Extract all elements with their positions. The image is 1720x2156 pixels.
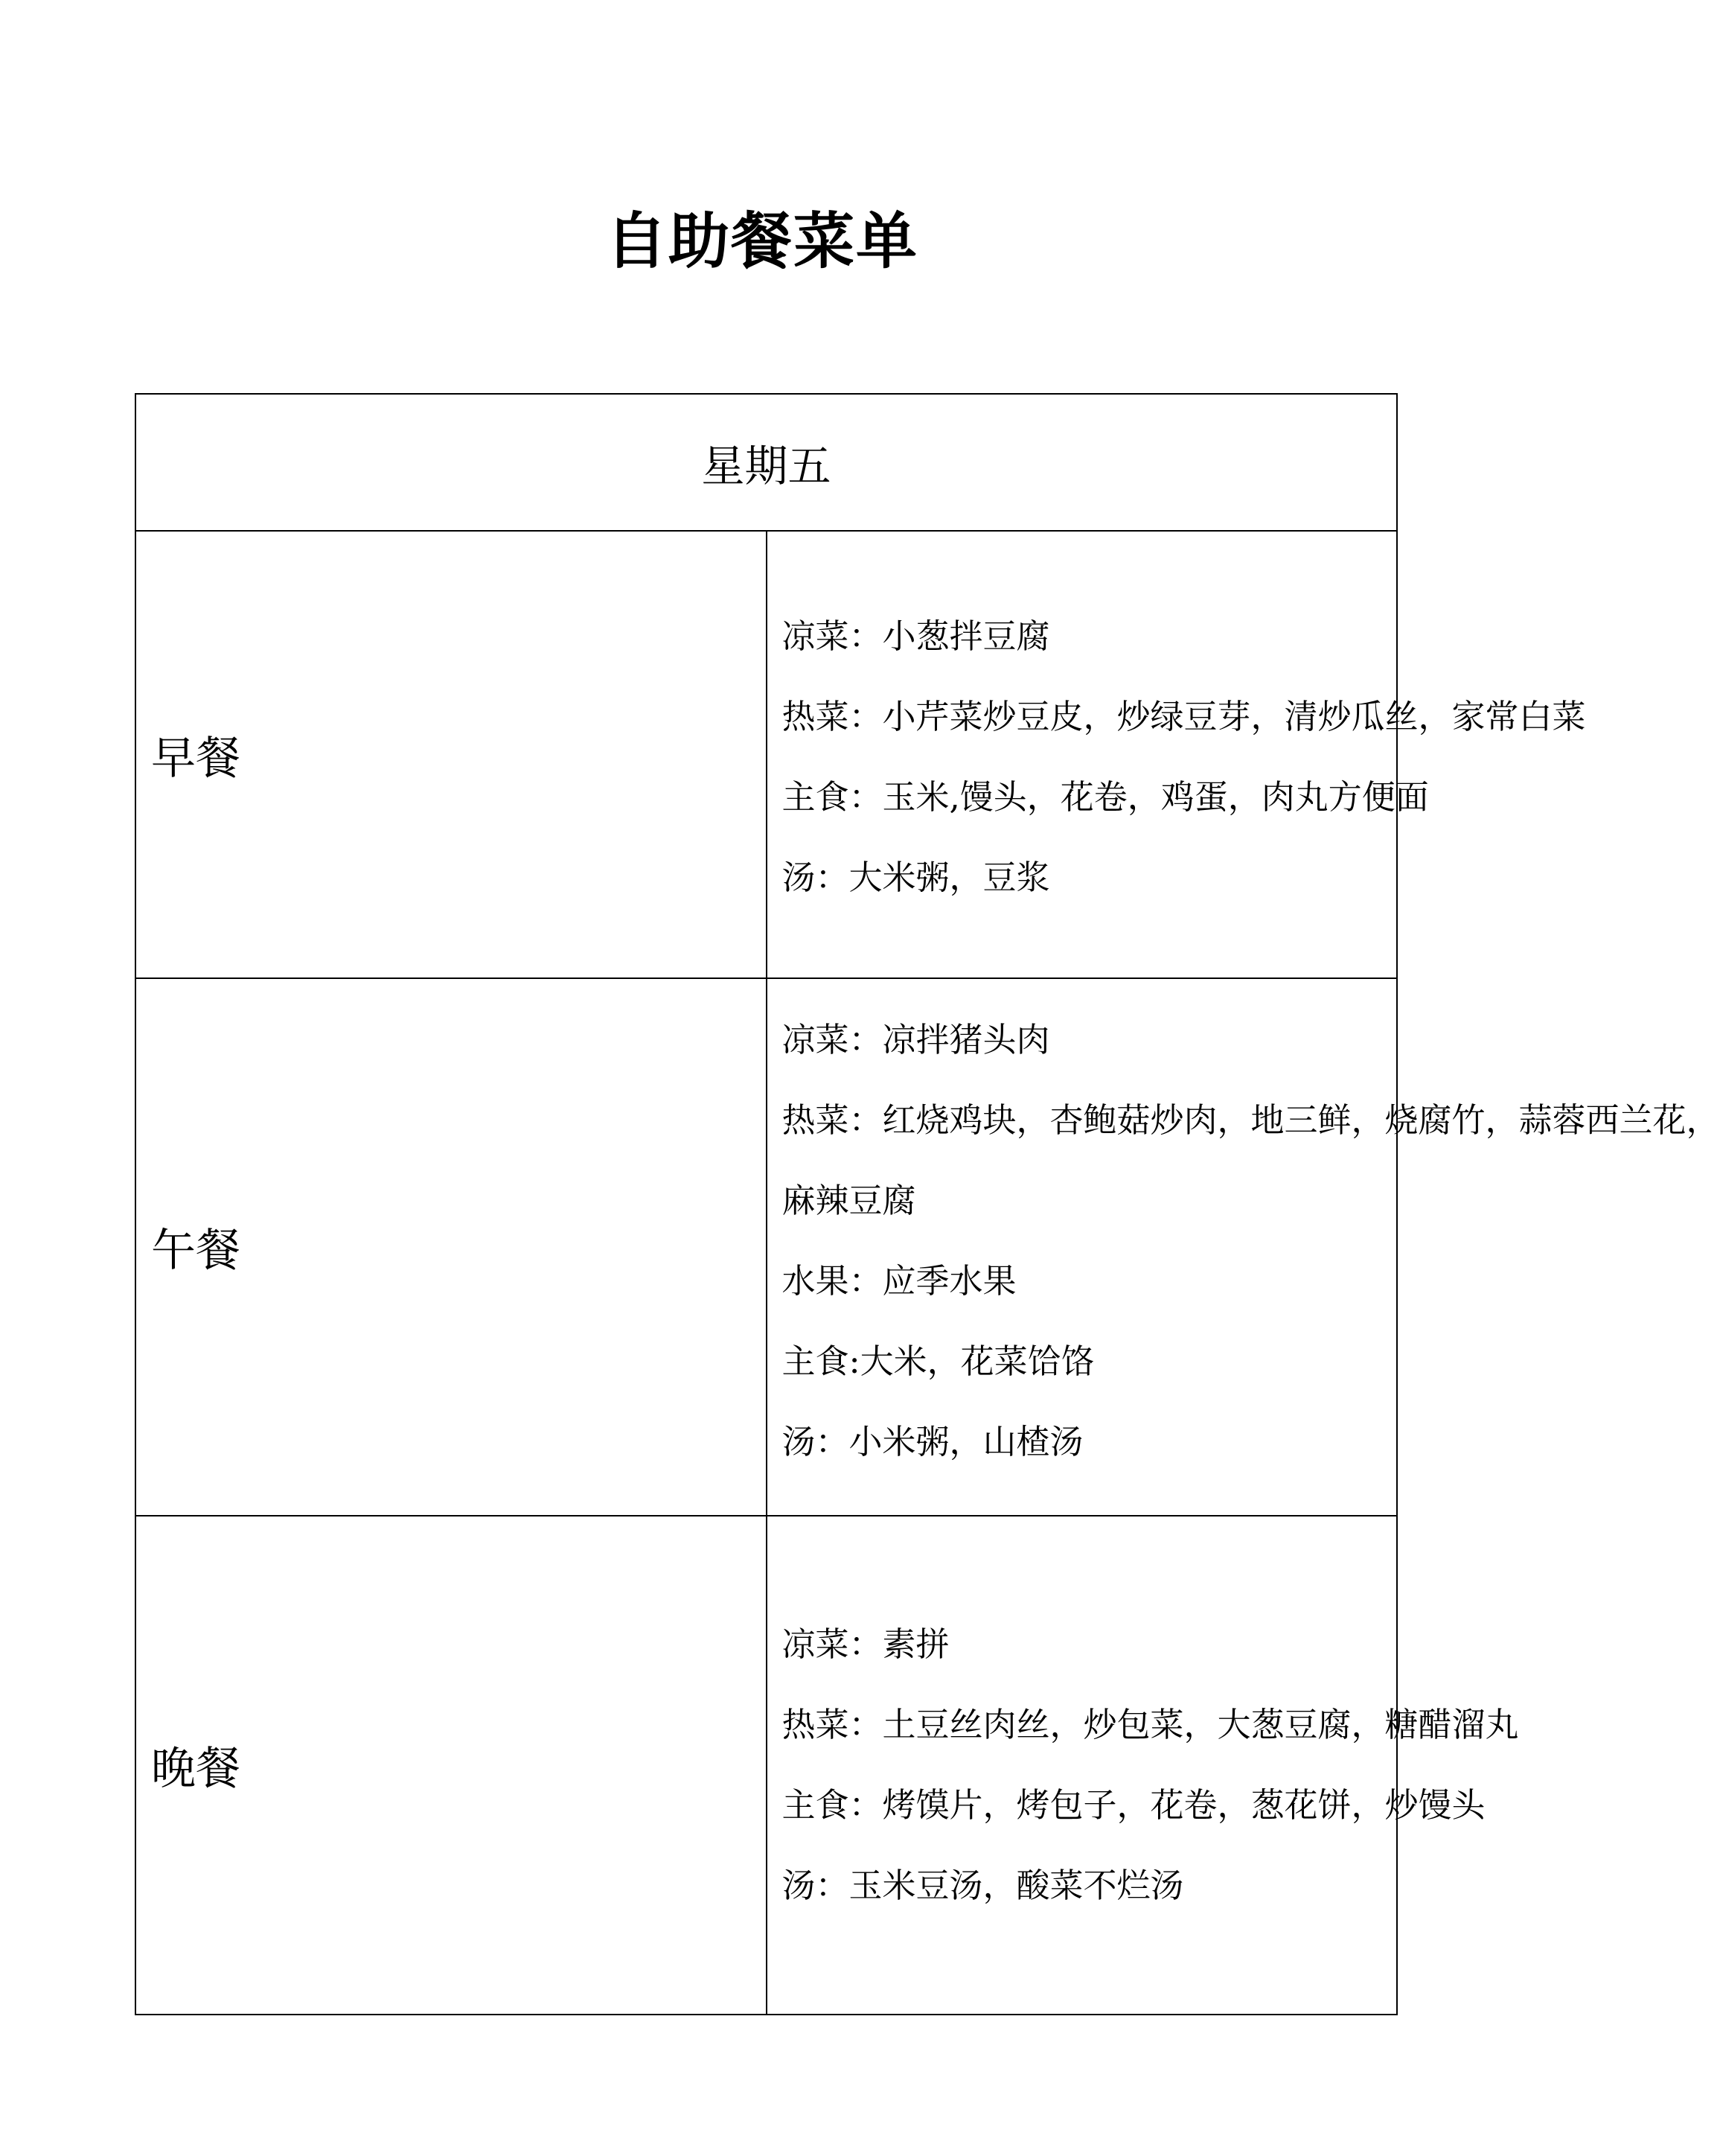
meal-items-dinner (767, 1516, 1519, 2015)
menu-line: 汤：大米粥，豆浆 (781, 857, 1050, 897)
menu-line: 热菜：土豆丝肉丝，炒包菜，大葱豆腐，糖醋溜丸 (781, 1705, 1519, 1744)
menu-line: 汤：小米粥，山楂汤 (781, 1422, 1084, 1461)
menu-line: 凉菜：小葱拌豆腐 (781, 616, 1050, 656)
menu-line: 凉菜：凉拌猪头肉 (781, 1020, 1050, 1059)
menu-line: 麻辣豆腐 (781, 1181, 916, 1220)
meal-name-lunch: 午餐 (135, 978, 767, 1516)
menu-table (135, 393, 1720, 2015)
day-row (135, 394, 1397, 531)
menu-line: 热菜：红烧鸡块，杏鲍菇炒肉，地三鲜，烧腐竹，蒜蓉西兰花， (781, 1100, 1720, 1140)
meal-row-lunch (135, 978, 1397, 1516)
day-header: 星期五 (135, 394, 1397, 531)
menu-line: 主食：烤馍片，烤包子，花卷，葱花饼，炒馒头 (781, 1785, 1486, 1825)
menu-line: 凉菜：素拼 (781, 1624, 950, 1664)
meal-row-breakfast (135, 531, 1397, 978)
menu-line: 汤：玉米豆汤，酸菜不烂汤 (781, 1866, 1184, 1905)
meal-name-dinner: 晚餐 (135, 1516, 767, 2015)
page-title: 自助餐菜单 (605, 206, 918, 277)
menu-line: 主食:大米，花菜饸饹 (781, 1342, 1095, 1381)
meal-row-dinner (135, 1516, 1397, 2015)
menu-line: 水果：应季水果 (781, 1261, 1017, 1301)
menu-line: 主食：玉米,馒头，花卷，鸡蛋，肉丸方便面 (781, 776, 1429, 817)
meal-items-breakfast (767, 531, 1586, 978)
meal-name-breakfast: 早餐 (135, 531, 767, 978)
menu-line: 热菜：小芹菜炒豆皮，炒绿豆芽，清炒瓜丝，家常白菜 (781, 696, 1586, 736)
meal-items-lunch (767, 978, 1720, 1516)
